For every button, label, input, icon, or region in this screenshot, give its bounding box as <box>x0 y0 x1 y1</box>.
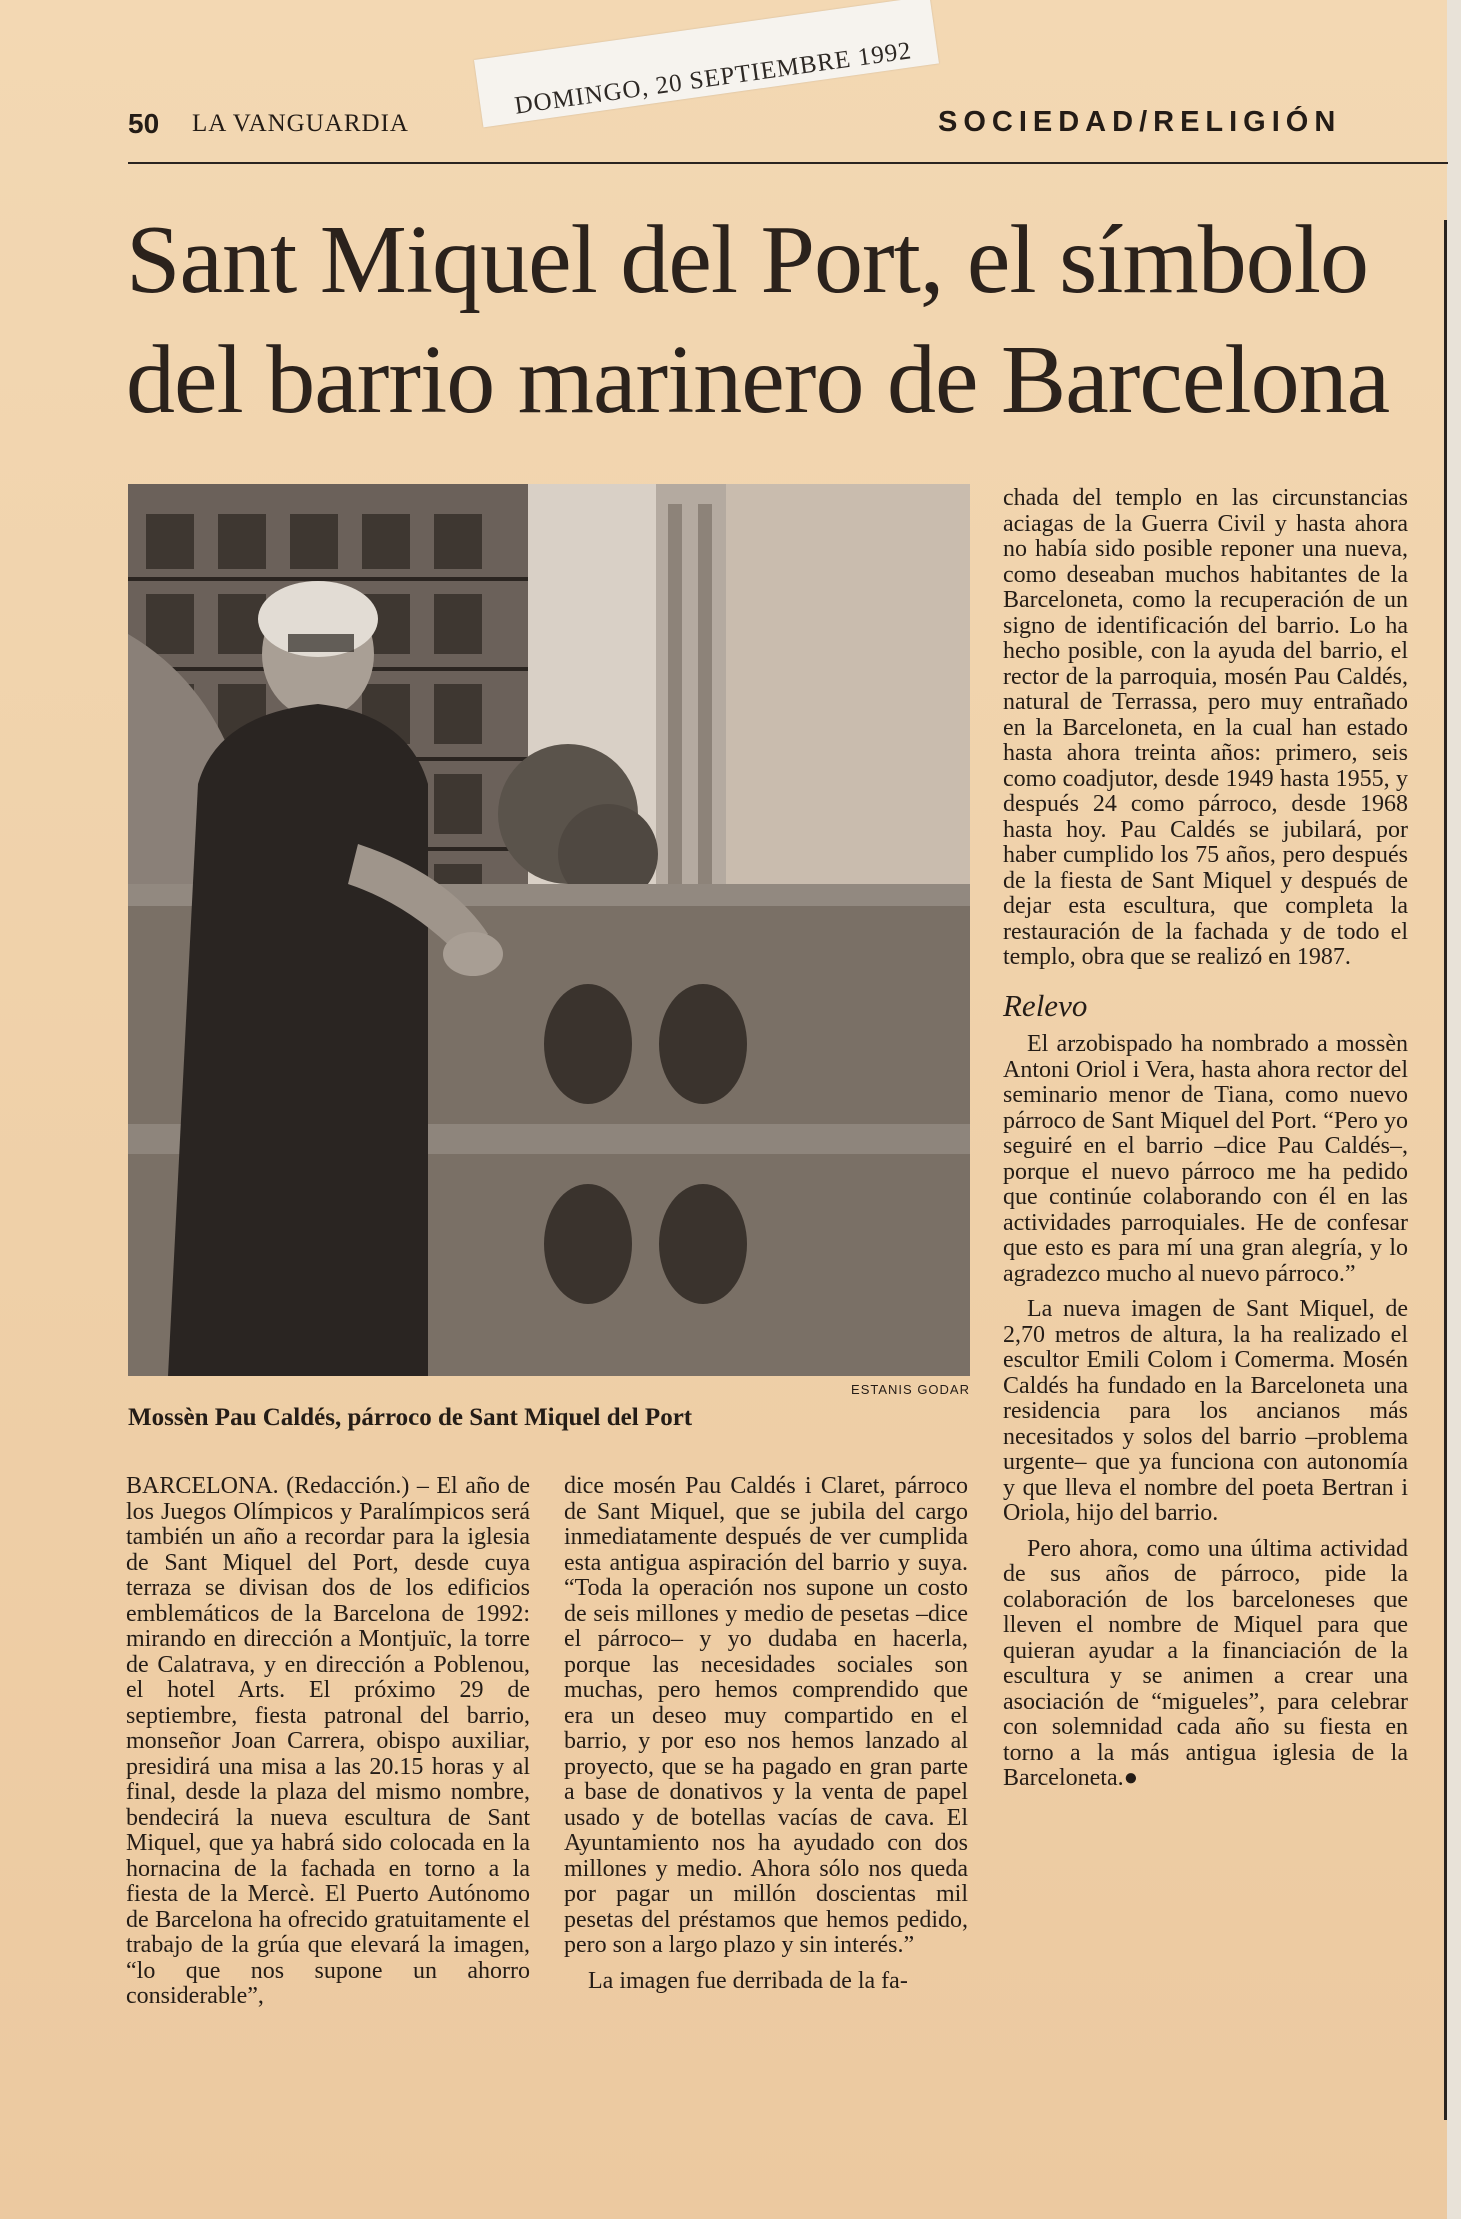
header-rule <box>128 162 1448 164</box>
paragraph: El arzobispado ha nombrado a mossèn Antoni Oriol i Vera, hasta ahora rector del seminario menor de Tiana, como nuevo párroco de Sant Miquel del Port. “Pero yo seguiré en el barrio –dice Pau Caldés–, porque el nuevo párroco me ha pedido que continúe colaborando con él en las actividades parroquiales. He de confesar que esto es para mí una gran alegría, y lo agradezco mucho al nuevo párroco.” <box>1003 1031 1408 1287</box>
date-label <box>474 0 939 127</box>
headline-line-2: del barrio marinero de Barcelona <box>126 326 1390 434</box>
newspaper-name: LA VANGUARDIA <box>192 110 409 137</box>
headline <box>126 200 1426 440</box>
article-column-1 <box>126 1474 530 2010</box>
page-number: 50 <box>128 108 160 139</box>
paragraph: chada del templo en las circunstancias aciagas de la Guerra Civil y hasta ahora no había sido posible reponer una nueva, como deseaban muchos habitantes de la Barceloneta, como la recuperación de un signo de identificación del barrio. Lo ha hecho posible, con la ayuda del barrio, el rector de la parroquia, mosén Pau Caldés, natural de Terrassa, pero muy entrañado en la Barceloneta, en la cual han estado hasta ahora treinta años: primero, seis como coadjutor, desde 1949 hasta 1955, y después 24 como párroco, desde 1968 hasta hoy. Pau Caldés se jubilará, por haber cumplido los 75 años, pero después de la fiesta de Sant Miquel y después de dejar esta escultura, que completa la restauración de la fachada y de todo el templo, obra que se realizó en 1987. <box>1003 485 1408 970</box>
paragraph: La imagen fue derribada de la fa- <box>588 1967 908 1994</box>
column-rule <box>1444 220 1447 2120</box>
date-text: DOMINGO, 20 SEPTIEMBRE 1992 <box>512 37 914 120</box>
paragraph: La nueva imagen de Sant Miquel, de 2,70 metros de altura, la ha realizado el escultor Emili Colom i Comerma. Mosén Caldés ha fundado en la Barceloneta una residencia para los ancianos más necesitados y solos del barrio –problema urgente– que ya funciona con autonomía y que lleva el nombre del poeta Bertran i Oriola, hijo del barrio. <box>1003 1296 1408 1526</box>
photo-caption: Mossèn Pau Caldés, párroco de Sant Miquel del Port <box>128 1404 693 1431</box>
photo-illustration <box>128 484 970 1376</box>
headline-line-1: Sant Miquel del Port, el símbolo <box>126 206 1368 314</box>
article-photo <box>128 484 970 1376</box>
page-edge <box>1447 0 1461 2219</box>
article-column-2 <box>564 1474 968 1994</box>
paragraph: dice mosén Pau Caldés i Claret, párroco de Sant Miquel, que se jubila del cargo inmediatamente después de ver cumplida esta antigua aspiración del barrio y suya. “Toda la operación nos supone un costo de seis millones y medio de pesetas –dice el párroco– y yo dudaba en hacerla, porque las necesidades sociales son muchas, pero hemos comprendido que era un deseo muy compartido en el barrio, y por eso nos hemos lanzado al proyecto, que se ha pagado en gran parte a base de donativos y la venta de papel usado y de botellas vacías de cava. El Ayuntamiento nos ha ayudado con dos millones y medio. Ahora sólo nos queda por pagar un millón doscientas mil pesetas del préstamos que hemos pedido, pero son a largo plazo y sin interés.” <box>564 1473 968 1958</box>
article-column-3 <box>1003 486 1408 1792</box>
photo-credit: ESTANIS GODAR <box>851 1382 970 1397</box>
paragraph: Pero ahora, como una última actividad de sus años de párroco, pide la colaboración de los barceloneses que lleven el nombre de Miquel para que quieran ayudar a la financiación de la escultura y se animen a crear una asociación de “migueles”, para celebrar con solemnidad cada año su fiesta en torno a la más antigua iglesia de la Barceloneta.● <box>1003 1535 1408 1791</box>
paragraph: BARCELONA. (Redacción.) – El año de los Juegos Olímpicos y Paralímpicos será también un año a recordar para la iglesia de Sant Miquel del Port, desde cuya terraza se divisan dos de los edificios emblemáticos de la Barcelona de 1992: mirando en dirección a Montjuïc, la torre de Calatrava, y en dirección a Poblenou, el hotel Arts. El próximo 29 de septiembre, fiesta patronal del barrio, monseñor Joan Carrera, obispo auxiliar, presidirá una misa a las 20.15 horas y al final, desde la plaza del mismo nombre, bendecirá la nueva escultura de Sant Miquel, que ya habrá sido colocada en la hornacina de la fachada en torno a la fiesta de la Mercè. El Puerto Autónomo de Barcelona ha ofrecido gratuitamente el trabajo de la grúa que elevará la imagen, “lo que nos supone un ahorro considerable”, <box>126 1473 530 2009</box>
section-title: SOCIEDAD/RELIGIÓN <box>938 106 1342 138</box>
subheading: Relevo <box>1003 987 1088 1023</box>
